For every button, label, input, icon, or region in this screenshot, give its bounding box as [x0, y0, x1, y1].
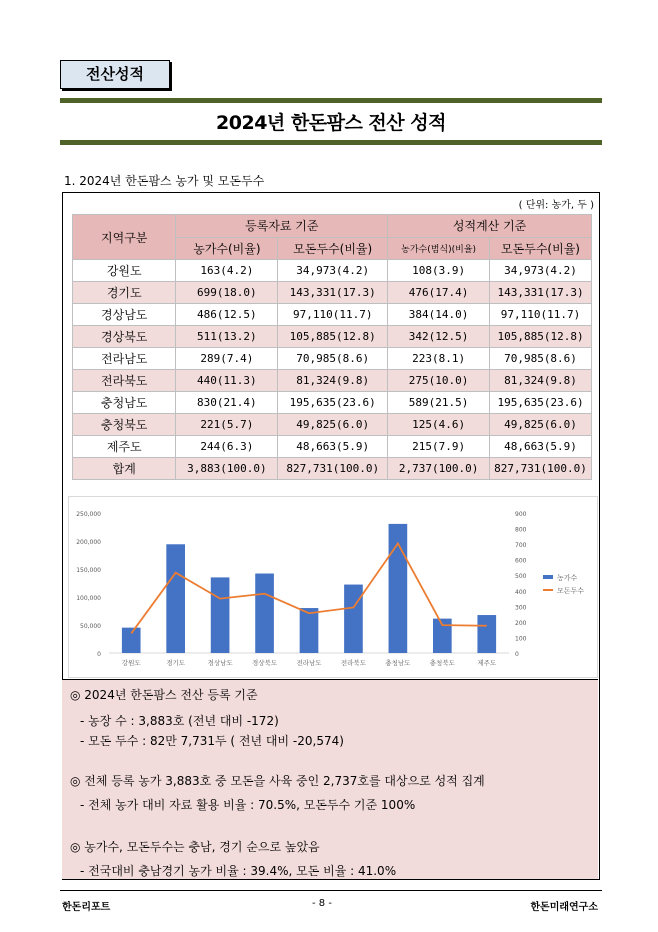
- note-detail: - 모돈 두수 : 82만 7,731두 ( 전년 대비 -20,574): [80, 734, 344, 748]
- value-cell: 108(3.9): [388, 260, 490, 282]
- unit-note: ( 단위: 농가, 두 ): [518, 200, 594, 211]
- value-cell: 195,635(23.6): [490, 392, 592, 414]
- x-tick-label: 전라남도: [296, 659, 322, 667]
- region-cell: 전라북도: [73, 370, 176, 392]
- value-cell: 49,825(6.0): [278, 414, 388, 436]
- value-cell: 48,663(5.9): [278, 436, 388, 458]
- table-row: [73, 348, 592, 370]
- bar: [344, 585, 363, 653]
- left-tick-label: 50,000: [80, 623, 101, 630]
- bar: [300, 608, 319, 653]
- total-label: 합계: [73, 458, 176, 480]
- value-cell: 223(8.1): [388, 348, 490, 370]
- value-cell: 830(21.4): [176, 392, 278, 414]
- value-cell: 215(7.9): [388, 436, 490, 458]
- left-tick-label: 200,000: [76, 539, 101, 546]
- value-cell: 221(5.7): [176, 414, 278, 436]
- table-row: [73, 414, 592, 436]
- region-cell: 제주도: [73, 436, 176, 458]
- x-tick-label: 강원도: [121, 659, 141, 667]
- left-tick-label: 100,000: [76, 595, 101, 602]
- right-tick-label: 200: [515, 619, 527, 627]
- x-tick-label: 경상북도: [251, 659, 278, 667]
- value-cell: 511(13.2): [176, 326, 278, 348]
- table-row: [73, 326, 592, 348]
- value-cell: 342(12.5): [388, 326, 490, 348]
- value-cell: 70,985(8.6): [490, 348, 592, 370]
- value-cell: 49,825(6.0): [490, 414, 592, 436]
- footer-right: 한돈미래연구소: [530, 902, 598, 913]
- page-number: - 8 -: [312, 898, 332, 909]
- value-cell: 589(21.5): [388, 392, 490, 414]
- bar: [122, 628, 141, 653]
- x-tick-label: 경기도: [166, 659, 186, 667]
- x-tick-label: 경상남도: [207, 659, 233, 667]
- region-cell: 경상북도: [73, 326, 176, 348]
- value-cell: 34,973(4.2): [278, 260, 388, 282]
- value-cell: 275(10.0): [388, 370, 490, 392]
- right-tick-label: 800: [515, 526, 527, 534]
- value-cell: 81,324(9.8): [490, 370, 592, 392]
- value-cell: 476(17.4): [388, 282, 490, 304]
- table-row: [73, 436, 592, 458]
- right-tick-label: 400: [515, 588, 527, 596]
- region-cell: 경상남도: [73, 304, 176, 326]
- left-tick-label: 0: [97, 651, 101, 658]
- value-cell: 143,331(17.3): [278, 282, 388, 304]
- value-cell: 195,635(23.6): [278, 392, 388, 414]
- value-cell: 699(18.0): [176, 282, 278, 304]
- right-tick-label: 600: [515, 557, 527, 565]
- table-row: [73, 392, 592, 414]
- region-cell: 충청남도: [73, 392, 176, 414]
- value-cell: 105,885(12.8): [278, 326, 388, 348]
- total-cell: 2,737(100.0): [388, 458, 490, 480]
- left-tick-label: 250,000: [76, 511, 101, 518]
- header-farms-calc: 농가수(범식)(비율): [388, 237, 490, 260]
- section-tag: 전산성적: [60, 60, 170, 89]
- value-cell: 48,663(5.9): [490, 436, 592, 458]
- value-cell: 244(6.3): [176, 436, 278, 458]
- notes-box: [62, 679, 598, 879]
- note-detail: - 농장 수 : 3,883호 (전년 대비 -172): [80, 714, 279, 728]
- total-cell: 3,883(100.0): [176, 458, 278, 480]
- total-cell: 827,731(100.0): [278, 458, 388, 480]
- x-tick-label: 전라북도: [340, 659, 367, 667]
- x-tick-label: 충청남도: [385, 659, 411, 667]
- value-cell: 289(7.4): [176, 348, 278, 370]
- right-tick-label: 0: [515, 651, 519, 658]
- region-cell: 강원도: [73, 260, 176, 282]
- header-group-calculated: 성적계산 기준: [388, 215, 592, 238]
- note-heading: ◎ 2024년 한돈팜스 전산 등록 기준: [70, 688, 258, 702]
- chart-svg: [69, 497, 597, 677]
- data-table: [72, 214, 592, 480]
- right-tick-label: 300: [515, 604, 527, 612]
- value-cell: 81,324(9.8): [278, 370, 388, 392]
- value-cell: 34,973(4.2): [490, 260, 592, 282]
- value-cell: 125(4.6): [388, 414, 490, 436]
- value-cell: 97,110(11.7): [490, 304, 592, 326]
- legend-label: 모돈두수: [557, 587, 585, 595]
- table-row: [73, 260, 592, 282]
- legend-swatch-bar: [543, 575, 553, 579]
- value-cell: 163(4.2): [176, 260, 278, 282]
- left-tick-label: 150,000: [76, 567, 101, 574]
- header-group-registered: 등록자료 기준: [176, 215, 388, 238]
- note-detail: - 전국대비 충남경기 농가 비율 : 39.4%, 모돈 비율 : 41.0%: [80, 864, 397, 878]
- note-detail: - 전체 농가 대비 자료 활용 비율 : 70.5%, 모돈두수 기준 100%: [80, 798, 416, 812]
- x-tick-label: 충청북도: [429, 659, 455, 667]
- title-rule-top: [60, 98, 602, 103]
- footer-rule: [60, 890, 602, 891]
- bar: [211, 577, 230, 653]
- table-row: [73, 282, 592, 304]
- chart: [68, 496, 598, 678]
- page-title: 2024년 한돈팜스 전산 성적: [216, 112, 446, 134]
- x-tick-label: 제주도: [477, 659, 497, 667]
- value-cell: 143,331(17.3): [490, 282, 592, 304]
- legend-label: 농가수: [557, 574, 578, 582]
- region-cell: 충청북도: [73, 414, 176, 436]
- value-cell: 486(12.5): [176, 304, 278, 326]
- total-cell: 827,731(100.0): [490, 458, 592, 480]
- region-cell: 경기도: [73, 282, 176, 304]
- value-cell: 105,885(12.8): [490, 326, 592, 348]
- value-cell: 440(11.3): [176, 370, 278, 392]
- value-cell: 384(14.0): [388, 304, 490, 326]
- header-farms: 농가수(비율): [176, 237, 278, 260]
- right-tick-label: 500: [515, 573, 527, 581]
- bar: [255, 574, 274, 653]
- subheading: 1. 2024년 한돈팜스 농가 및 모돈두수: [64, 174, 265, 188]
- total-row: [73, 458, 592, 480]
- note-heading: ◎ 전체 등록 농가 3,883호 중 모돈을 사육 중인 2,737호를 대상으로 성적 집계: [70, 774, 485, 788]
- table-row: [73, 370, 592, 392]
- region-cell: 전라남도: [73, 348, 176, 370]
- value-cell: 97,110(11.7): [278, 304, 388, 326]
- header-region: 지역구분: [73, 215, 176, 260]
- right-tick-label: 100: [515, 635, 527, 643]
- header-sows-calc: 모돈두수(비율): [490, 237, 592, 260]
- footer-left: 한돈리포트: [62, 902, 111, 913]
- header-sows: 모돈두수(비율): [278, 237, 388, 260]
- note-heading: ◎ 농가수, 모돈두수는 충남, 경기 순으로 높았음: [70, 840, 320, 854]
- title-rule-bottom: [60, 140, 602, 145]
- bar: [477, 615, 496, 653]
- right-tick-label: 900: [515, 511, 527, 518]
- table-row: [73, 304, 592, 326]
- bar: [166, 544, 185, 653]
- right-tick-label: 700: [515, 542, 527, 550]
- value-cell: 70,985(8.6): [278, 348, 388, 370]
